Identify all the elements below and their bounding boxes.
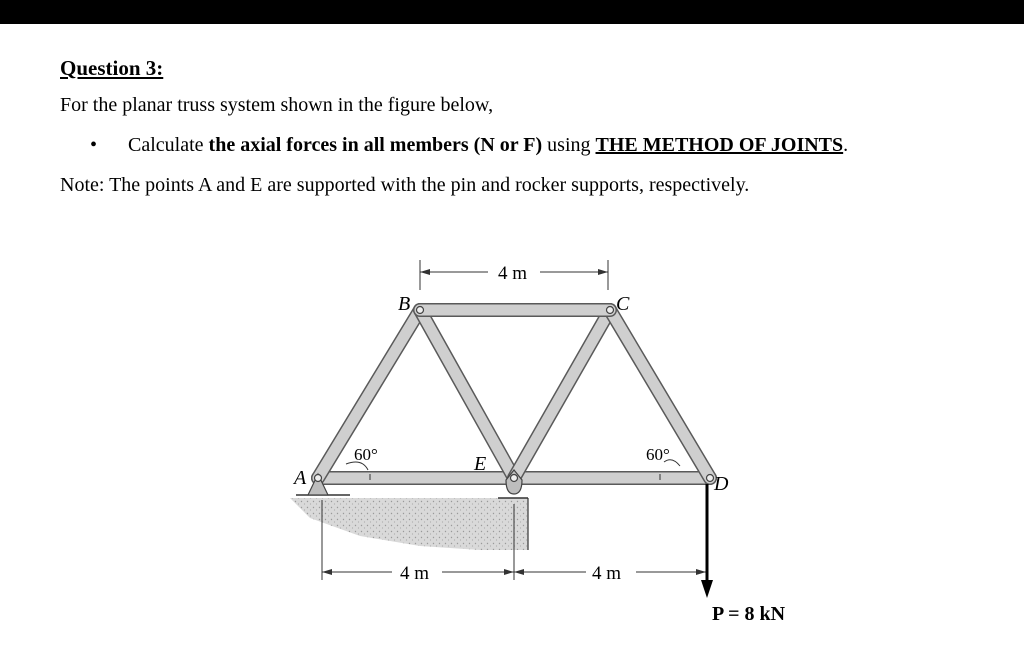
bullet-suffix: . bbox=[843, 134, 849, 156]
load-symbol: P bbox=[712, 603, 724, 625]
joint-label-E: E bbox=[474, 453, 487, 475]
bullet-middle: using bbox=[542, 134, 596, 156]
top-black-bar bbox=[0, 0, 1024, 24]
method-emphasis: THE METHOD OF JOINTS bbox=[595, 134, 844, 156]
load-value: 8 kN bbox=[744, 603, 786, 625]
bullet-instruction bbox=[128, 134, 848, 157]
member-EC-face bbox=[514, 310, 610, 478]
angle-label-right: 60° bbox=[646, 445, 670, 464]
load-label bbox=[712, 603, 786, 625]
joint-pin-D bbox=[707, 475, 714, 482]
question-title: Question 3: bbox=[60, 56, 164, 80]
bullet-bold-text: the axial forces in all members (N or F) bbox=[208, 134, 543, 156]
question-intro: For the planar truss system shown in the figure below, bbox=[60, 94, 494, 116]
bullet-prefix: Calculate bbox=[128, 134, 209, 156]
truss-diagram bbox=[270, 248, 830, 628]
joint-label-A: A bbox=[294, 467, 307, 489]
angle-label-left: 60° bbox=[354, 445, 378, 464]
joint-label-D: D bbox=[714, 473, 729, 495]
member-BE-face bbox=[420, 310, 514, 478]
load-equals: = bbox=[723, 603, 745, 625]
dimension-bottom-right-label: 4 m bbox=[592, 563, 622, 584]
truss-figure bbox=[270, 248, 830, 628]
dimension-top-label: 4 m bbox=[498, 263, 528, 284]
joint-pin-C bbox=[607, 307, 614, 314]
joint-label-B: B bbox=[398, 293, 411, 315]
joint-pin-B bbox=[417, 307, 424, 314]
ground-hatch bbox=[290, 498, 528, 550]
dimension-bottom-left-label: 4 m bbox=[400, 563, 430, 584]
load-arrow-head bbox=[701, 580, 713, 598]
joint-label-C: C bbox=[616, 293, 630, 315]
support-note: Note: The points A and E are supported with the pin and rocker supports, respectively. bbox=[60, 174, 750, 196]
bullet-marker: • bbox=[90, 134, 98, 156]
